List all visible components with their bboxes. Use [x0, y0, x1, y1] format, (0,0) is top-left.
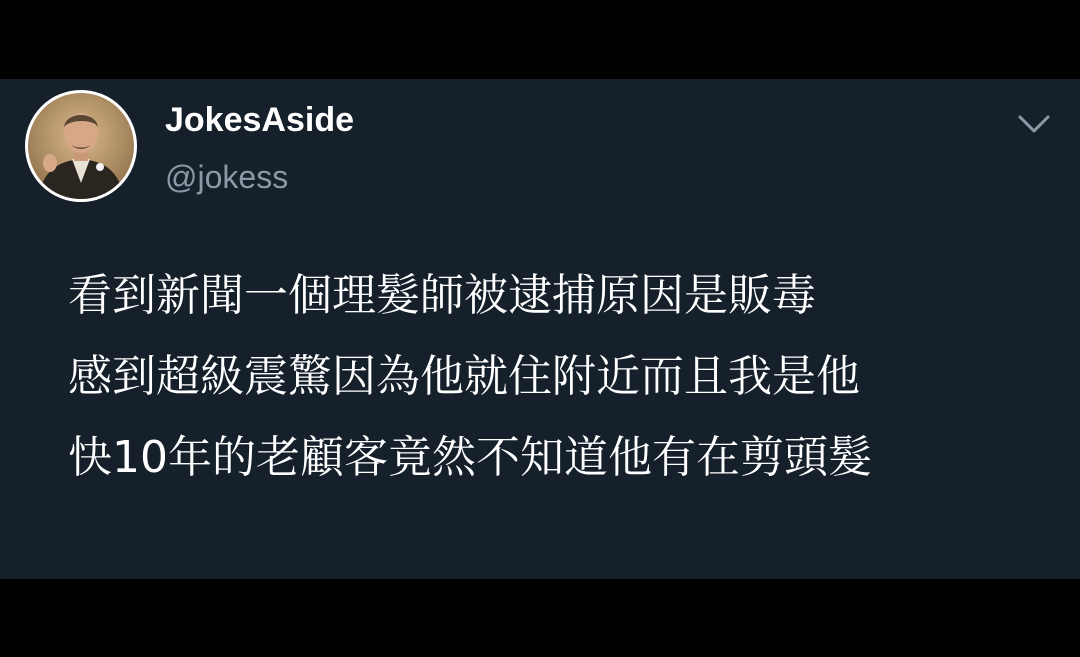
- letterbox-bottom: [0, 579, 1080, 657]
- display-name[interactable]: JokesAside: [165, 101, 354, 139]
- tweet-text-line: 感到超級震驚因為他就住附近而且我是他: [68, 351, 860, 402]
- tweet-text-line: 看到新聞一個理髮師被逮捕原因是販毒: [68, 270, 816, 321]
- tweet-text-line: 快10年的老顧客竟然不知道他有在剪頭髮: [68, 432, 872, 483]
- tweet-card: [0, 79, 1080, 579]
- user-handle[interactable]: @jokess: [165, 159, 289, 195]
- tweet-text: [68, 255, 1058, 498]
- letterbox-top: [0, 0, 1080, 79]
- profile-photo: [28, 93, 134, 199]
- chevron-down-icon[interactable]: [1016, 109, 1052, 137]
- avatar[interactable]: [25, 90, 137, 202]
